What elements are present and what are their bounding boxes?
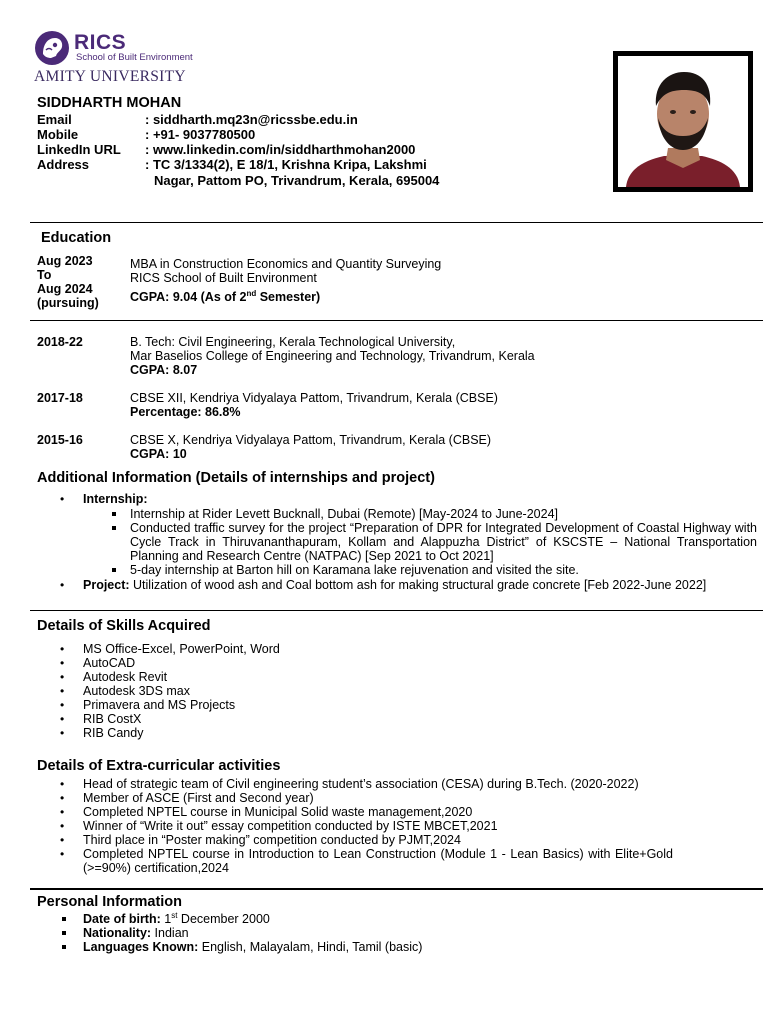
profile-photo-icon xyxy=(618,56,748,187)
rics-logo xyxy=(34,30,194,86)
list-item: • Completed NPTEL course in Municipal Solid waste management,2020 xyxy=(37,805,673,819)
list-item: Internship at Rider Levett Bucknall, Dubai (Remote) [May-2024 to June-2024] xyxy=(37,507,757,521)
edu-date-xii: 2017-18 xyxy=(37,391,83,405)
logo-university: AMITY UNIVERSITY xyxy=(34,68,186,85)
edu-date-btech: 2018-22 xyxy=(37,335,83,349)
list-item: • Member of ASCE (First and Second year) xyxy=(37,791,673,805)
divider xyxy=(30,610,763,611)
contact-label: LinkedIn URL xyxy=(37,142,121,157)
list-item: • Head of strategic team of Civil engineering student’s association (CESA) during B.Tech. (2020-2022) xyxy=(37,777,673,791)
additional-heading: Additional Information (Details of internships and project) xyxy=(37,470,435,486)
list-item xyxy=(37,940,757,954)
list-item: • RIB Candy xyxy=(37,726,757,740)
edu-grade: CGPA: 10 xyxy=(130,447,187,461)
contact-value[interactable]: : siddharth.mq23n@ricssbe.edu.in xyxy=(145,112,358,127)
list-item: • Primavera and MS Projects xyxy=(37,698,757,712)
item-text: December 2000 xyxy=(177,912,270,926)
item-label: Date of birth: xyxy=(83,912,161,926)
grade-text: Semester) xyxy=(256,290,321,304)
item-text: Utilization of wood ash and Coal bottom ash for making structural grade concrete [Feb 2022-June 2022] xyxy=(129,578,707,592)
candidate-name: SIDDHARTH MOHAN xyxy=(37,95,182,111)
list-item: 5-day internship at Barton hill on Karamana lake rejuvenation and visited the site. xyxy=(37,563,757,577)
edu-grade: CGPA: 8.07 xyxy=(130,363,198,377)
edu-entry-mba xyxy=(130,257,760,304)
list-item: • Autodesk Revit xyxy=(37,670,757,684)
address-line-2: Nagar, Pattom PO, Trivandrum, Kerala, 695004 xyxy=(154,173,440,188)
edu-degree: MBA in Construction Economics and Quantity Surveying xyxy=(130,257,442,271)
contact-label: Address xyxy=(37,157,90,172)
item-label: Languages Known: xyxy=(83,940,199,954)
contact-mobile xyxy=(37,127,255,142)
date-line: To xyxy=(37,268,52,282)
skills-heading: Details of Skills Acquired xyxy=(37,618,211,634)
list-item: • Winner of “Write it out” essay competition conducted by ISTE MBCET,2021 xyxy=(37,819,673,833)
personal-list xyxy=(37,912,757,954)
logo-brand: RICS xyxy=(74,31,127,54)
edu-entry-xii xyxy=(130,391,760,419)
list-item xyxy=(37,492,757,506)
additional-list xyxy=(37,492,757,592)
rics-lion-logo-icon xyxy=(34,30,70,66)
grade-text: CGPA: 9.04 (As of 2 xyxy=(130,290,247,304)
list-item: • MS Office-Excel, PowerPoint, Word xyxy=(37,642,757,656)
date-line: Aug 2023 xyxy=(37,254,93,268)
list-item: • Third place in “Poster making” competition conducted by PJMT,2024 xyxy=(37,833,673,847)
list-item: • AutoCAD xyxy=(37,656,757,670)
edu-institution: Mar Baselios College of Engineering and Technology, Trivandrum, Kerala xyxy=(130,349,535,363)
contact-label: Mobile xyxy=(37,127,79,142)
contact-address xyxy=(37,157,427,172)
education-heading: Education xyxy=(41,230,112,246)
edu-grade xyxy=(130,290,760,304)
contact-value[interactable]: : +91- 9037780500 xyxy=(145,127,256,142)
date-line: (pursuing) xyxy=(37,296,99,310)
edu-institution: RICS School of Built Environment xyxy=(130,271,317,285)
divider xyxy=(30,888,763,890)
edu-date-x: 2015-16 xyxy=(37,433,83,447)
contact-value[interactable]: : www.linkedin.com/in/siddharthmohan2000 xyxy=(145,142,416,157)
date-line: Aug 2024 xyxy=(37,282,93,296)
list-item xyxy=(37,578,757,592)
item-text: 1 xyxy=(160,912,172,926)
contact-email xyxy=(37,112,358,127)
contact-value: : TC 3/1334(2), E 18/1, Krishna Kripa, Lakshmi xyxy=(145,157,427,172)
list-item: • RIB CostX xyxy=(37,712,757,726)
edu-grade: Percentage: 86.8% xyxy=(130,405,241,419)
item-sup: st xyxy=(171,910,178,920)
list-item xyxy=(37,926,757,940)
extra-heading: Details of Extra-curricular activities xyxy=(37,758,281,774)
item-text: English, Malayalam, Hindi, Tamil (basic) xyxy=(198,940,423,954)
list-item: Conducted traffic survey for the project “Preparation of DPR for Integrated Development of Coastal Highway with Cycle Track in Thiruvananthapuram, Kollam and Alappuzha District” of KSCSTE – National Transportation Planning and Research Centre (NATPAC) [Sep 2021 to Oct 2021] xyxy=(37,521,757,563)
edu-degree: CBSE X, Kendriya Vidyalaya Pattom, Trivandrum, Kerala (CBSE) xyxy=(130,433,492,447)
list-item xyxy=(37,912,757,926)
contact-label: Email xyxy=(37,112,72,127)
list-item: • Completed NPTEL course in Introduction to Lean Construction (Module 1 - Lean Basics) with Elite+Gold (>=90%) certification,2024 xyxy=(37,847,673,875)
item-label: Internship: xyxy=(83,492,148,506)
profile-photo xyxy=(613,51,753,192)
logo-school: School of Built Environment xyxy=(76,52,193,63)
edu-degree: CBSE XII, Kendriya Vidyalaya Pattom, Trivandrum, Kerala (CBSE) xyxy=(130,391,498,405)
extra-list xyxy=(37,777,673,875)
item-text: Indian xyxy=(151,926,189,940)
list-item: • Autodesk 3DS max xyxy=(37,684,757,698)
edu-degree: B. Tech: Civil Engineering, Kerala Technological University, xyxy=(130,335,456,349)
item-label: Project: xyxy=(83,578,130,592)
personal-heading: Personal Information xyxy=(37,894,183,910)
divider xyxy=(30,320,763,321)
grade-sup: nd xyxy=(246,288,257,298)
contact-linkedin xyxy=(37,142,415,157)
edu-entry-x xyxy=(130,433,760,461)
divider xyxy=(30,222,763,223)
item-label: Nationality: xyxy=(83,926,152,940)
edu-entry-btech xyxy=(130,335,760,377)
skills-list xyxy=(37,642,757,740)
edu-date-mba xyxy=(37,254,127,310)
